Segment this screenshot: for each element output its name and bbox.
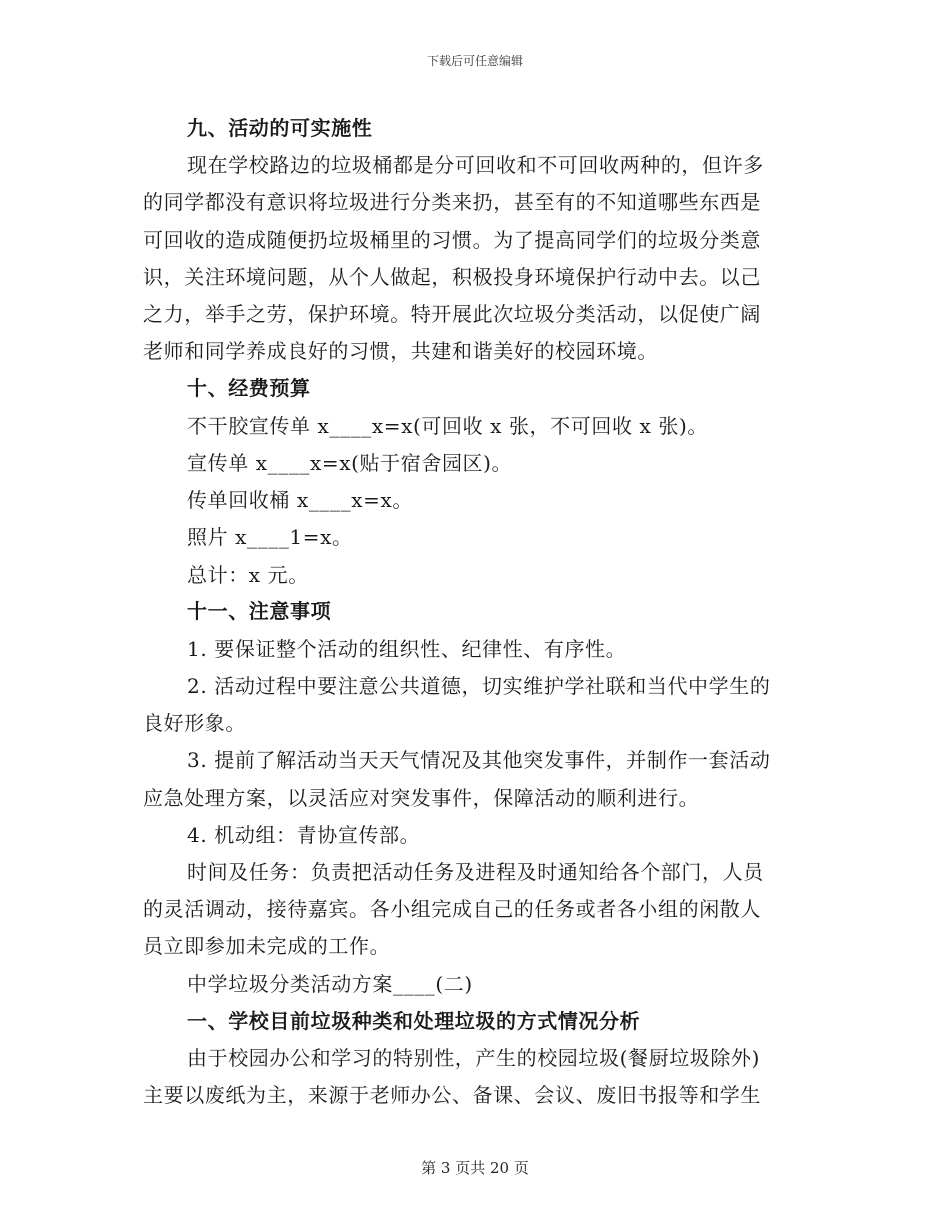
paragraph-line: 现在学校路边的垃圾桶都是分可回收和不可回收两种的，但许多 (187, 153, 764, 177)
list-item: 1. 要保证整个活动的组织性、纪律性、有序性。 (187, 637, 627, 661)
budget-item: 传单回收桶 x____x=x。 (187, 488, 413, 512)
budget-item: 不干胶宣传单 x____x=x(可回收 x 张，不可回收 x 张)。 (187, 414, 708, 438)
paragraph-line: 主要以废纸为主，来源于老师办公、备课、会议、废旧书报等和学生 (143, 1083, 761, 1107)
paragraph-line: 老师和同学养成良好的习惯，共建和谐美好的校园环境。 (143, 339, 658, 363)
page-header: 下载后可任意编辑 (426, 54, 523, 68)
paragraph-line: 的灵活调动，接待嘉宾。各小组完成自己的任务或者各小组的闲散人 (143, 897, 761, 921)
list-item: 2. 活动过程中要注意公共道德，切实维护学社联和当代中学生的 (187, 674, 771, 698)
section-heading: 一、学校目前垃圾种类和处理垃圾的方式情况分析 (187, 1009, 641, 1033)
paragraph-line: 员立即参加未完成的工作。 (143, 934, 391, 958)
budget-total: 总计：x 元。 (187, 563, 309, 587)
paragraph-line: 可回收的造成随便扔垃圾桶里的习惯。为了提高同学们的垃圾分类意 (143, 228, 761, 252)
section-heading: 十、经费预算 (187, 376, 311, 400)
list-item: 4. 机动组：青协宣传部。 (187, 823, 421, 847)
paragraph-line: 之力，举手之劳，保护环境。特开展此次垃圾分类活动，以促使广阔 (143, 302, 761, 326)
budget-item: 宣传单 x____x=x(贴于宿舍园区)。 (187, 451, 513, 475)
list-item-continuation: 良好形象。 (143, 711, 246, 735)
paragraph-line: 的同学都没有意识将垃圾进行分类来扔，甚至有的不知道哪些东西是 (143, 190, 761, 214)
list-item-continuation: 应急处理方案，以灵活应对突发事件，保障活动的顺利进行。 (143, 786, 700, 810)
paragraph-line: 由于校园办公和学习的特别性，产生的校园垃圾(餐厨垃圾除外) (187, 1046, 761, 1070)
paragraph-line: 时间及任务：负责把活动任务及进程及时通知给各个部门，人员 (187, 860, 764, 884)
document-subtitle: 中学垃圾分类活动方案____(二) (187, 972, 473, 996)
section-heading: 九、活动的可实施性 (187, 116, 373, 140)
budget-item: 照片 x____1=x。 (187, 525, 353, 549)
paragraph-line: 识，关注环境问题，从个人做起，积极投身环境保护行动中去。以己 (143, 265, 761, 289)
section-heading: 十一、注意事项 (187, 599, 332, 623)
list-item: 3. 提前了解活动当天天气情况及其他突发事件，并制作一套活动 (187, 748, 771, 772)
page-number: 第 3 页共 20 页 (421, 1159, 529, 1177)
